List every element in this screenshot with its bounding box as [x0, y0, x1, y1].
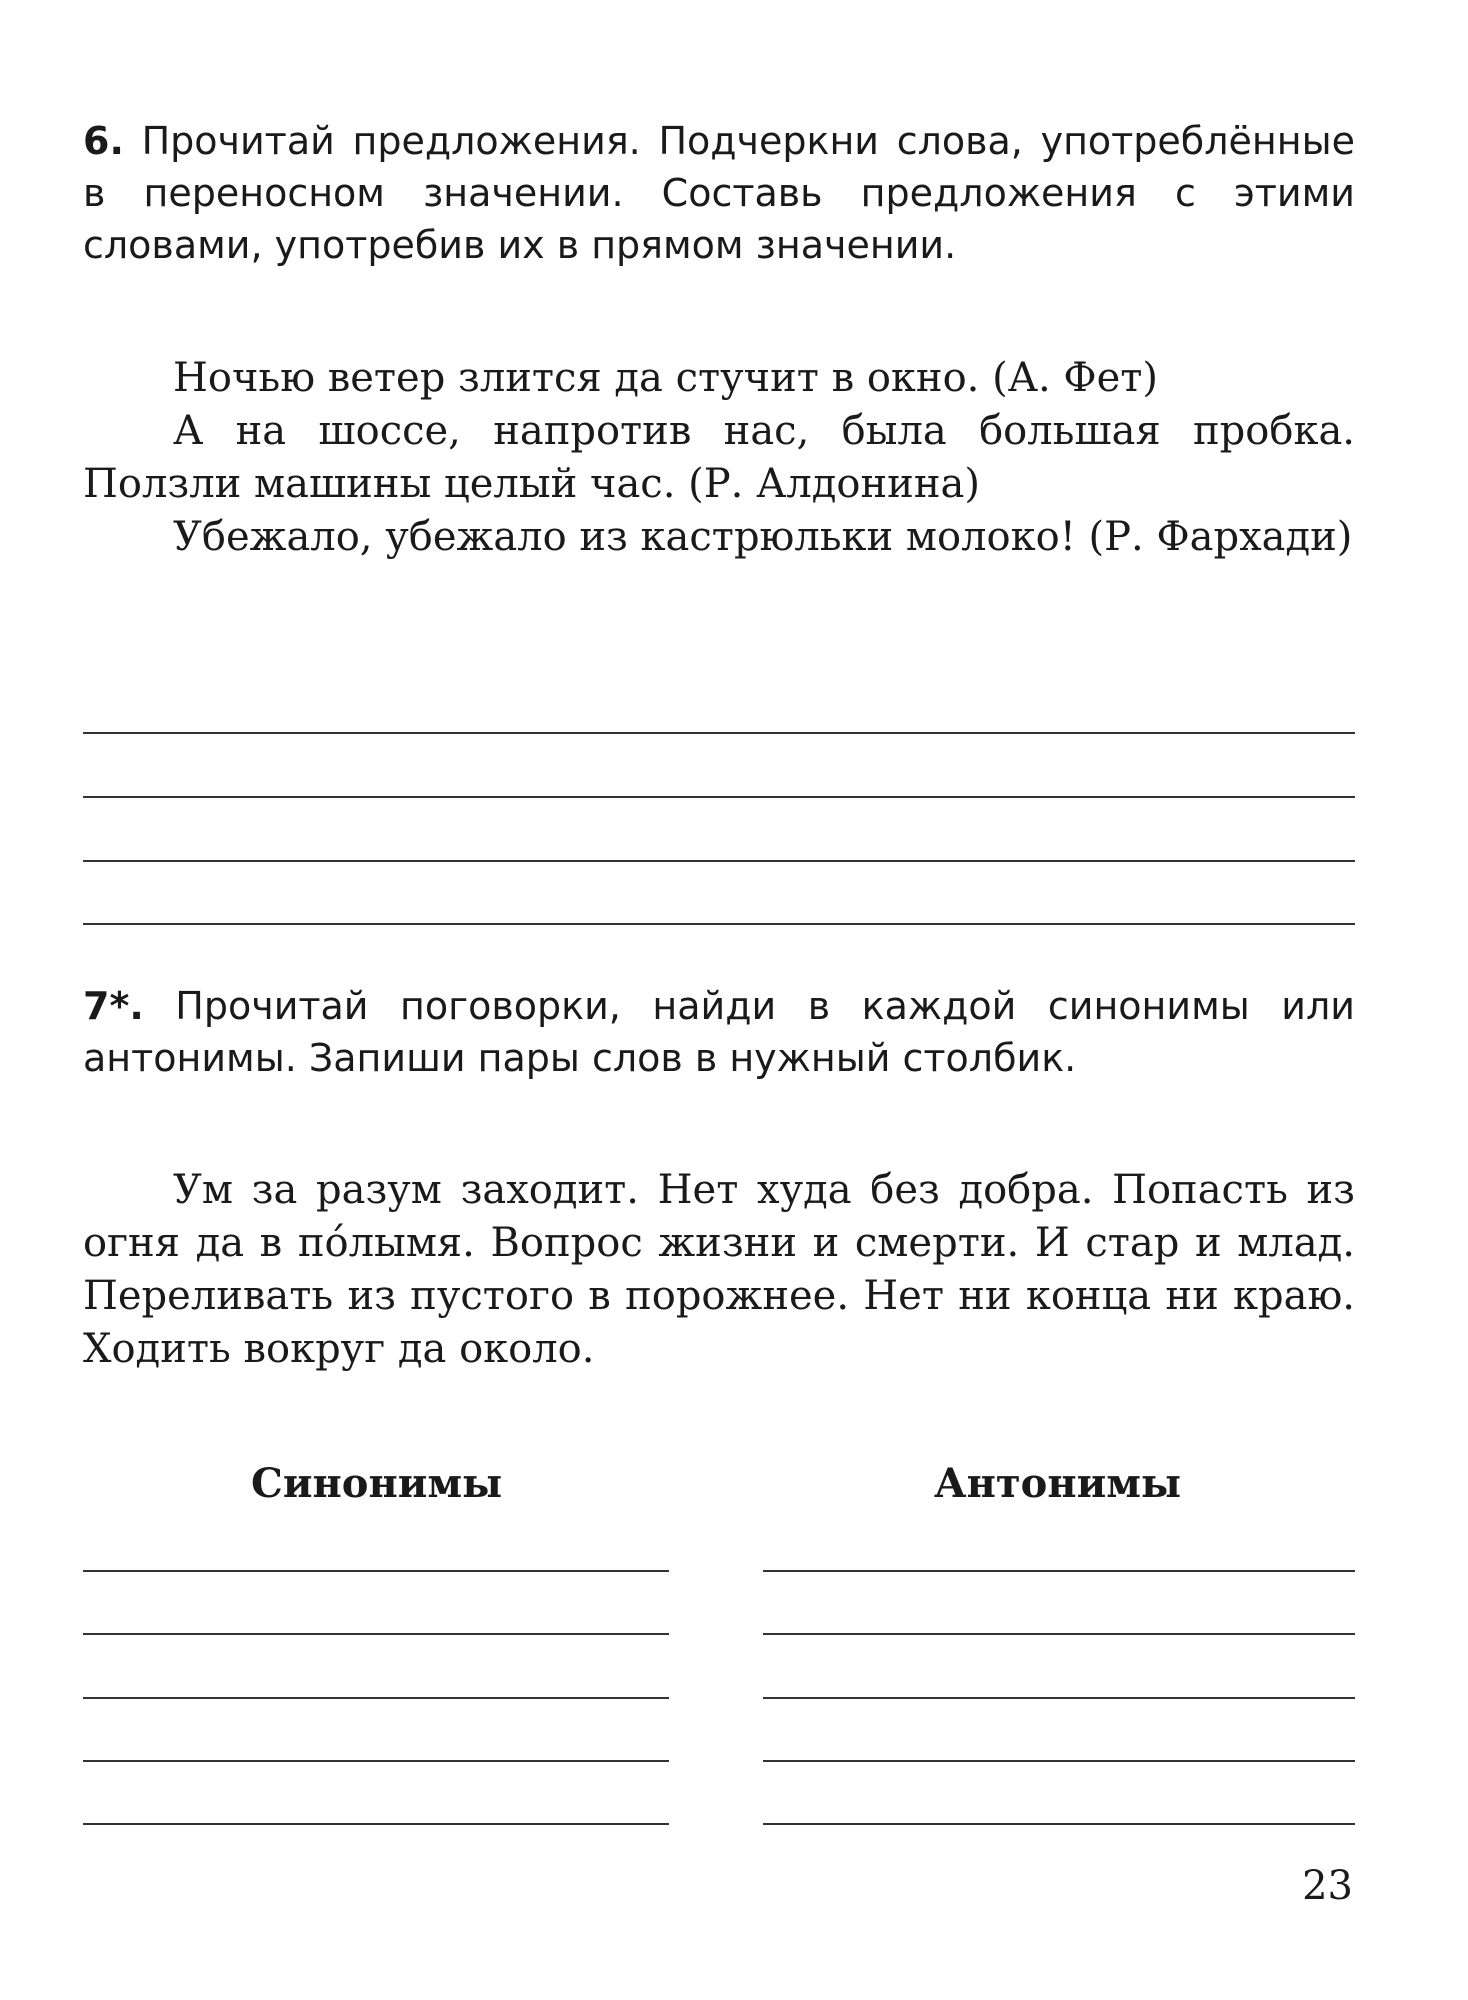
answer-line-6-1[interactable]	[83, 732, 1355, 734]
synonyms-heading: Синонимы	[251, 1460, 503, 1507]
answer-line-6-4[interactable]	[83, 923, 1355, 925]
task-6-sentences	[83, 352, 1355, 564]
task-6-number: 6.	[83, 119, 124, 163]
task-7-text: Прочитай поговорки, найди в каждой синонимы или антонимы. Запиши пары слов в нужный столбик.	[83, 984, 1355, 1080]
synonyms-line-4[interactable]	[83, 1760, 669, 1762]
antonyms-line-4[interactable]	[763, 1760, 1355, 1762]
synonyms-line-1[interactable]	[83, 1570, 669, 1572]
answer-line-6-2[interactable]	[83, 796, 1355, 798]
antonyms-line-2[interactable]	[763, 1633, 1355, 1635]
answer-line-6-3[interactable]	[83, 860, 1355, 862]
task-6-instruction	[83, 115, 1355, 271]
sayings-text: Ум за разум заходит. Нет худа без добра. Попасть из огня да в по́лымя. Вопрос жизни и смерти. И стар и млад. Переливать из пустого в порожнее. Нет ни конца ни краю. Ходить вокруг да около.	[83, 1167, 1355, 1372]
page-number: 23	[1302, 1863, 1353, 1909]
synonyms-line-5[interactable]	[83, 1823, 669, 1825]
antonyms-line-1[interactable]	[763, 1570, 1355, 1572]
sentence-2: А на шоссе, напротив нас, была большая пробка. Ползли машины целый час. (Р. Алдонина)	[83, 408, 1355, 507]
synonyms-line-2[interactable]	[83, 1633, 669, 1635]
synonyms-line-3[interactable]	[83, 1697, 669, 1699]
task-7-number: 7*.	[83, 984, 144, 1028]
antonyms-line-3[interactable]	[763, 1697, 1355, 1699]
sentence-1: Ночью ветер злится да стучит в окно. (А. Фет)	[173, 355, 1159, 401]
task-7-sayings	[83, 1164, 1355, 1376]
sentence-3: Убежало, убежало из кастрюльки молоко! (Р. Фархади)	[173, 514, 1353, 560]
workbook-page	[83, 0, 1355, 2000]
antonyms-line-5[interactable]	[763, 1823, 1355, 1825]
task-7-instruction	[83, 980, 1355, 1084]
task-6-text: Прочитай предложения. Подчеркни слова, употреблённые в переносном значении. Составь предложения с этими словами, употребив их в прямом значении.	[83, 119, 1355, 267]
antonyms-heading: Антонимы	[934, 1460, 1182, 1507]
